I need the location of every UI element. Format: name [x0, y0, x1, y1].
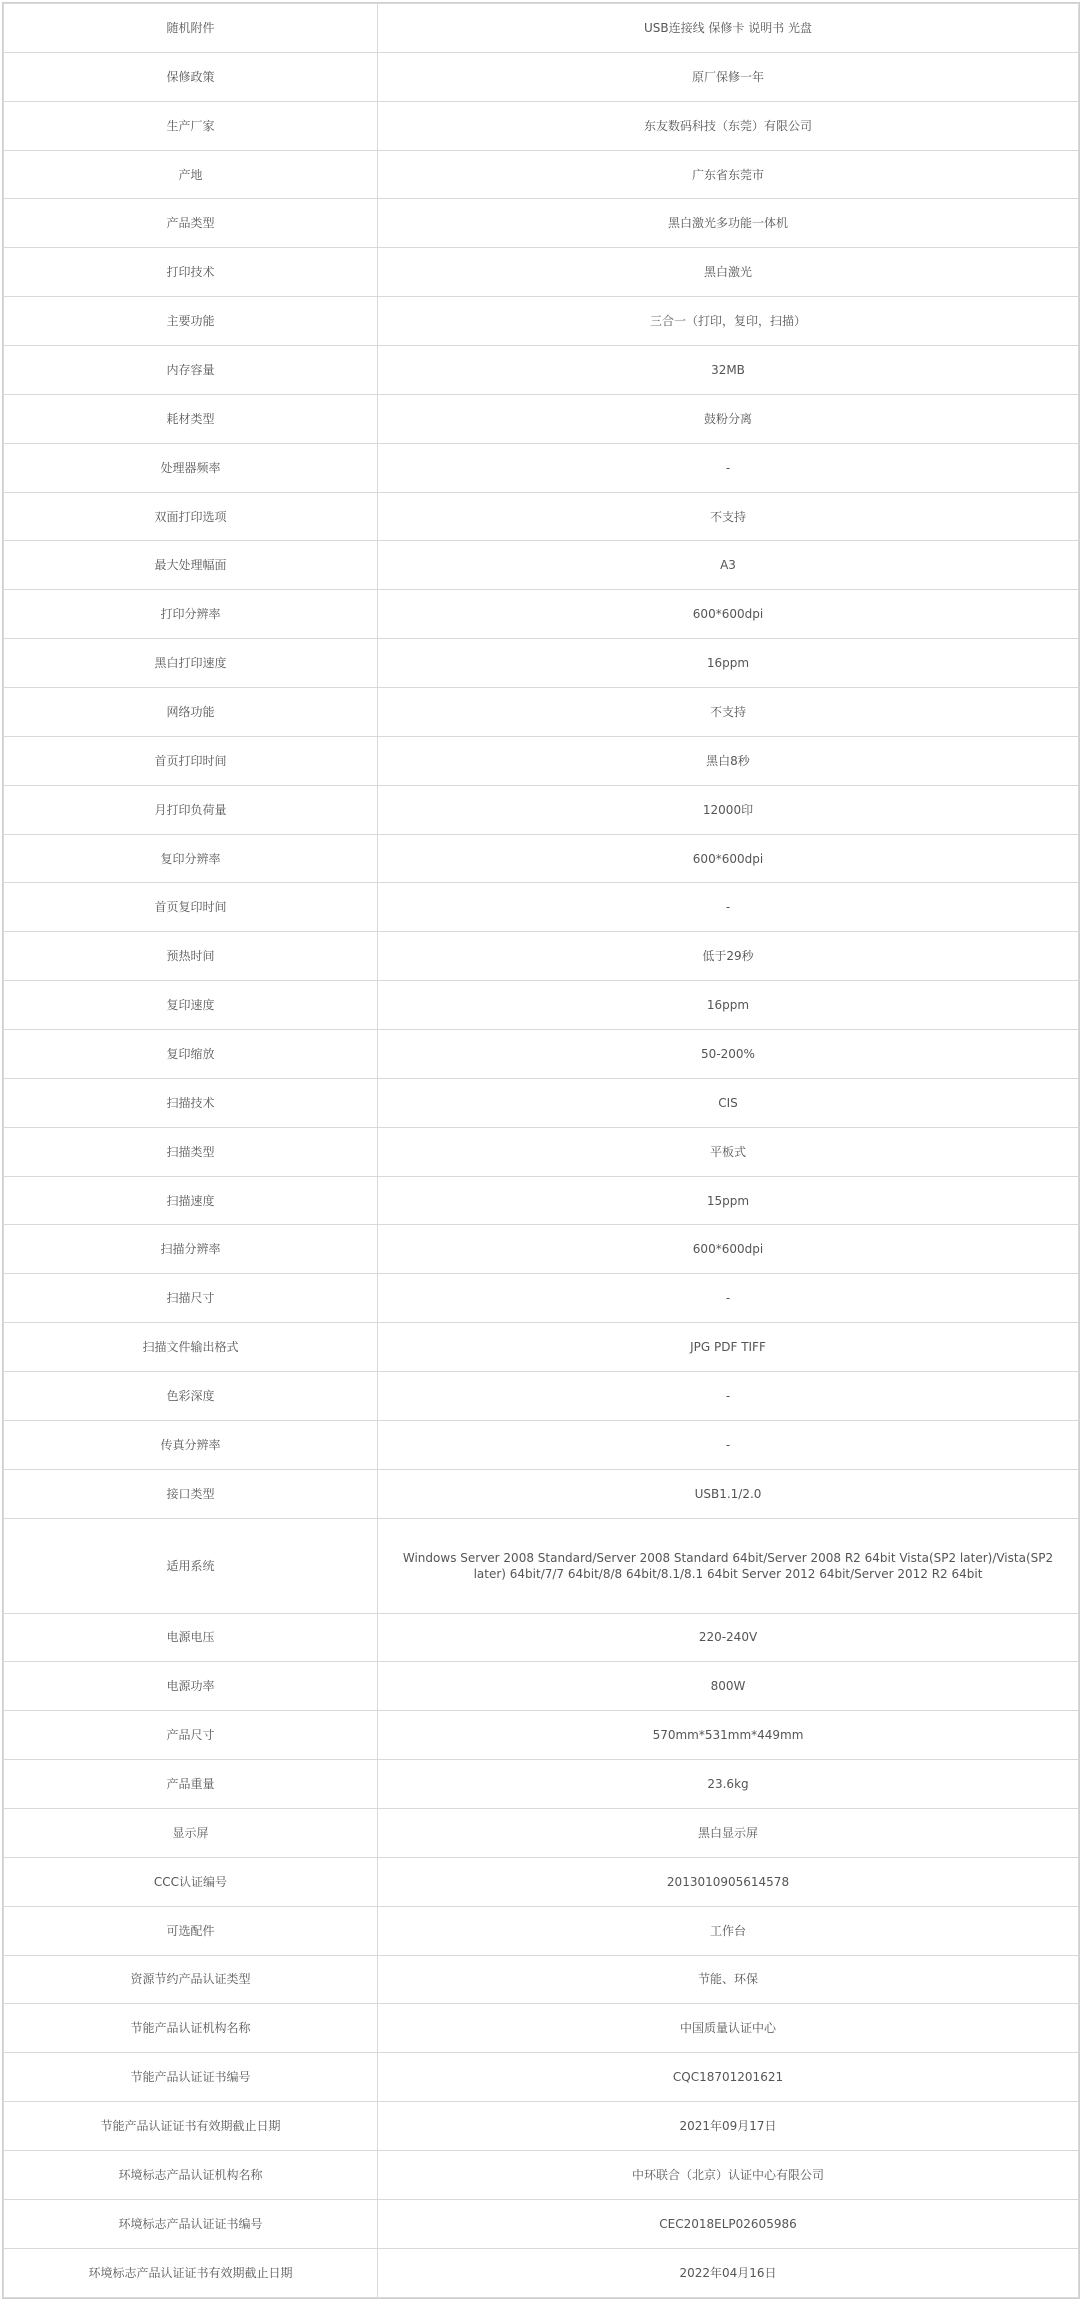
spec-value: 50-200% [378, 1030, 1079, 1079]
spec-value: 东友数码科技（东莞）有限公司 [378, 101, 1079, 150]
spec-value: 三合一（打印，复印，扫描） [378, 297, 1079, 346]
spec-value: 低于29秒 [378, 932, 1079, 981]
spec-label: 月打印负荷量 [4, 785, 378, 834]
spec-label: CCC认证编号 [4, 1857, 378, 1906]
spec-value: 600*600dpi [378, 834, 1079, 883]
spec-label: 复印缩放 [4, 1030, 378, 1079]
spec-value: 不支持 [378, 492, 1079, 541]
table-row [4, 736, 1079, 785]
spec-value: 220-240V [378, 1613, 1079, 1662]
table-row [4, 834, 1079, 883]
table-row [4, 1225, 1079, 1274]
spec-table-container [2, 2, 1080, 2299]
table-row [4, 1857, 1079, 1906]
spec-label: 节能产品认证机构名称 [4, 2004, 378, 2053]
spec-value: 中环联合（北京）认证中心有限公司 [378, 2150, 1079, 2199]
table-row [4, 1420, 1079, 1469]
spec-table-body [4, 4, 1079, 2298]
table-row [4, 1662, 1079, 1711]
spec-label: 耗材类型 [4, 394, 378, 443]
table-row [4, 4, 1079, 53]
spec-value: CQC18701201621 [378, 2053, 1079, 2102]
spec-label: 首页打印时间 [4, 736, 378, 785]
table-row [4, 150, 1079, 199]
table-row [4, 2004, 1079, 2053]
spec-label: 可选配件 [4, 1906, 378, 1955]
table-row [4, 541, 1079, 590]
spec-label: 打印技术 [4, 248, 378, 297]
table-row [4, 932, 1079, 981]
spec-value: 800W [378, 1662, 1079, 1711]
table-row [4, 639, 1079, 688]
spec-label: 黑白打印速度 [4, 639, 378, 688]
table-row [4, 2199, 1079, 2248]
spec-label: 环境标志产品认证证书编号 [4, 2199, 378, 2248]
table-row [4, 1518, 1079, 1613]
table-row [4, 1760, 1079, 1809]
spec-value: 23.6kg [378, 1760, 1079, 1809]
spec-value: 中国质量认证中心 [378, 2004, 1079, 2053]
table-row [4, 1613, 1079, 1662]
spec-label: 产品类型 [4, 199, 378, 248]
spec-label: 双面打印选项 [4, 492, 378, 541]
table-row [4, 688, 1079, 737]
spec-label: 产品重量 [4, 1760, 378, 1809]
table-row [4, 1808, 1079, 1857]
spec-value: 2013010905614578 [378, 1857, 1079, 1906]
spec-value: 不支持 [378, 688, 1079, 737]
spec-label: 预热时间 [4, 932, 378, 981]
spec-label: 随机附件 [4, 4, 378, 53]
spec-value: 600*600dpi [378, 590, 1079, 639]
table-row [4, 52, 1079, 101]
spec-value: Windows Server 2008 Standard/Server 2008 Standard 64bit/Server 2008 R2 64bit Vista(SP2 later)/Vista(SP2 later) 64bit/7/7 64bit/8/8 64bit/8.1/8.1 64bit Server 2012 64bit/Server 2012 R2 64bit [378, 1518, 1079, 1613]
spec-value: 570mm*531mm*449mm [378, 1711, 1079, 1760]
spec-value: 32MB [378, 346, 1079, 395]
table-row [4, 785, 1079, 834]
table-row [4, 1955, 1079, 2004]
spec-label: 复印速度 [4, 981, 378, 1030]
spec-label: 扫描类型 [4, 1127, 378, 1176]
table-row [4, 1372, 1079, 1421]
table-row [4, 1469, 1079, 1518]
table-row [4, 2150, 1079, 2199]
table-row [4, 1030, 1079, 1079]
spec-value: A3 [378, 541, 1079, 590]
spec-label: 节能产品认证证书编号 [4, 2053, 378, 2102]
spec-value: - [378, 883, 1079, 932]
spec-value: 12000印 [378, 785, 1079, 834]
spec-value: 鼓粉分离 [378, 394, 1079, 443]
table-row [4, 346, 1079, 395]
spec-value: 黑白显示屏 [378, 1808, 1079, 1857]
table-row [4, 590, 1079, 639]
table-row [4, 1274, 1079, 1323]
spec-label: 产地 [4, 150, 378, 199]
table-row [4, 2053, 1079, 2102]
spec-value: 原厂保修一年 [378, 52, 1079, 101]
spec-label: 首页复印时间 [4, 883, 378, 932]
table-row [4, 1323, 1079, 1372]
table-row [4, 443, 1079, 492]
spec-label: 网络功能 [4, 688, 378, 737]
spec-label: 传真分辨率 [4, 1420, 378, 1469]
table-row [4, 101, 1079, 150]
spec-value: - [378, 1274, 1079, 1323]
spec-label: 扫描尺寸 [4, 1274, 378, 1323]
spec-label: 节能产品认证证书有效期截止日期 [4, 2102, 378, 2151]
spec-value: - [378, 443, 1079, 492]
spec-label: 适用系统 [4, 1518, 378, 1613]
spec-value: CIS [378, 1078, 1079, 1127]
spec-value: - [378, 1420, 1079, 1469]
spec-value: USB1.1/2.0 [378, 1469, 1079, 1518]
spec-label: 处理器频率 [4, 443, 378, 492]
spec-label: 扫描技术 [4, 1078, 378, 1127]
spec-value: 广东省东莞市 [378, 150, 1079, 199]
spec-value: CEC2018ELP02605986 [378, 2199, 1079, 2248]
spec-value: 16ppm [378, 981, 1079, 1030]
spec-value: 2021年09月17日 [378, 2102, 1079, 2151]
spec-label: 最大处理幅面 [4, 541, 378, 590]
spec-label: 复印分辨率 [4, 834, 378, 883]
spec-label: 色彩深度 [4, 1372, 378, 1421]
spec-label: 显示屏 [4, 1808, 378, 1857]
table-row [4, 492, 1079, 541]
table-row [4, 1176, 1079, 1225]
table-row [4, 1906, 1079, 1955]
table-row [4, 297, 1079, 346]
table-row [4, 199, 1079, 248]
table-row [4, 2248, 1079, 2297]
spec-label: 内存容量 [4, 346, 378, 395]
spec-value: 黑白激光 [378, 248, 1079, 297]
spec-table [3, 3, 1079, 2298]
spec-value: 2022年04月16日 [378, 2248, 1079, 2297]
table-row [4, 883, 1079, 932]
spec-label: 接口类型 [4, 1469, 378, 1518]
spec-value: 16ppm [378, 639, 1079, 688]
table-row [4, 248, 1079, 297]
spec-value: 节能、环保 [378, 1955, 1079, 2004]
spec-label: 电源功率 [4, 1662, 378, 1711]
spec-label: 生产厂家 [4, 101, 378, 150]
spec-label: 扫描文件输出格式 [4, 1323, 378, 1372]
spec-value: - [378, 1372, 1079, 1421]
spec-value: 15ppm [378, 1176, 1079, 1225]
spec-label: 保修政策 [4, 52, 378, 101]
table-row [4, 981, 1079, 1030]
table-row [4, 2102, 1079, 2151]
spec-label: 扫描分辨率 [4, 1225, 378, 1274]
spec-label: 主要功能 [4, 297, 378, 346]
spec-label: 电源电压 [4, 1613, 378, 1662]
spec-label: 产品尺寸 [4, 1711, 378, 1760]
spec-value: JPG PDF TIFF [378, 1323, 1079, 1372]
table-row [4, 394, 1079, 443]
spec-value: 平板式 [378, 1127, 1079, 1176]
spec-label: 扫描速度 [4, 1176, 378, 1225]
spec-label: 打印分辨率 [4, 590, 378, 639]
spec-value: 工作台 [378, 1906, 1079, 1955]
spec-value: 600*600dpi [378, 1225, 1079, 1274]
spec-label: 环境标志产品认证机构名称 [4, 2150, 378, 2199]
spec-label: 资源节约产品认证类型 [4, 1955, 378, 2004]
table-row [4, 1127, 1079, 1176]
table-row [4, 1078, 1079, 1127]
spec-label: 环境标志产品认证证书有效期截止日期 [4, 2248, 378, 2297]
spec-value: 黑白激光多功能一体机 [378, 199, 1079, 248]
table-row [4, 1711, 1079, 1760]
spec-value: USB连接线 保修卡 说明书 光盘 [378, 4, 1079, 53]
spec-value: 黑白8秒 [378, 736, 1079, 785]
